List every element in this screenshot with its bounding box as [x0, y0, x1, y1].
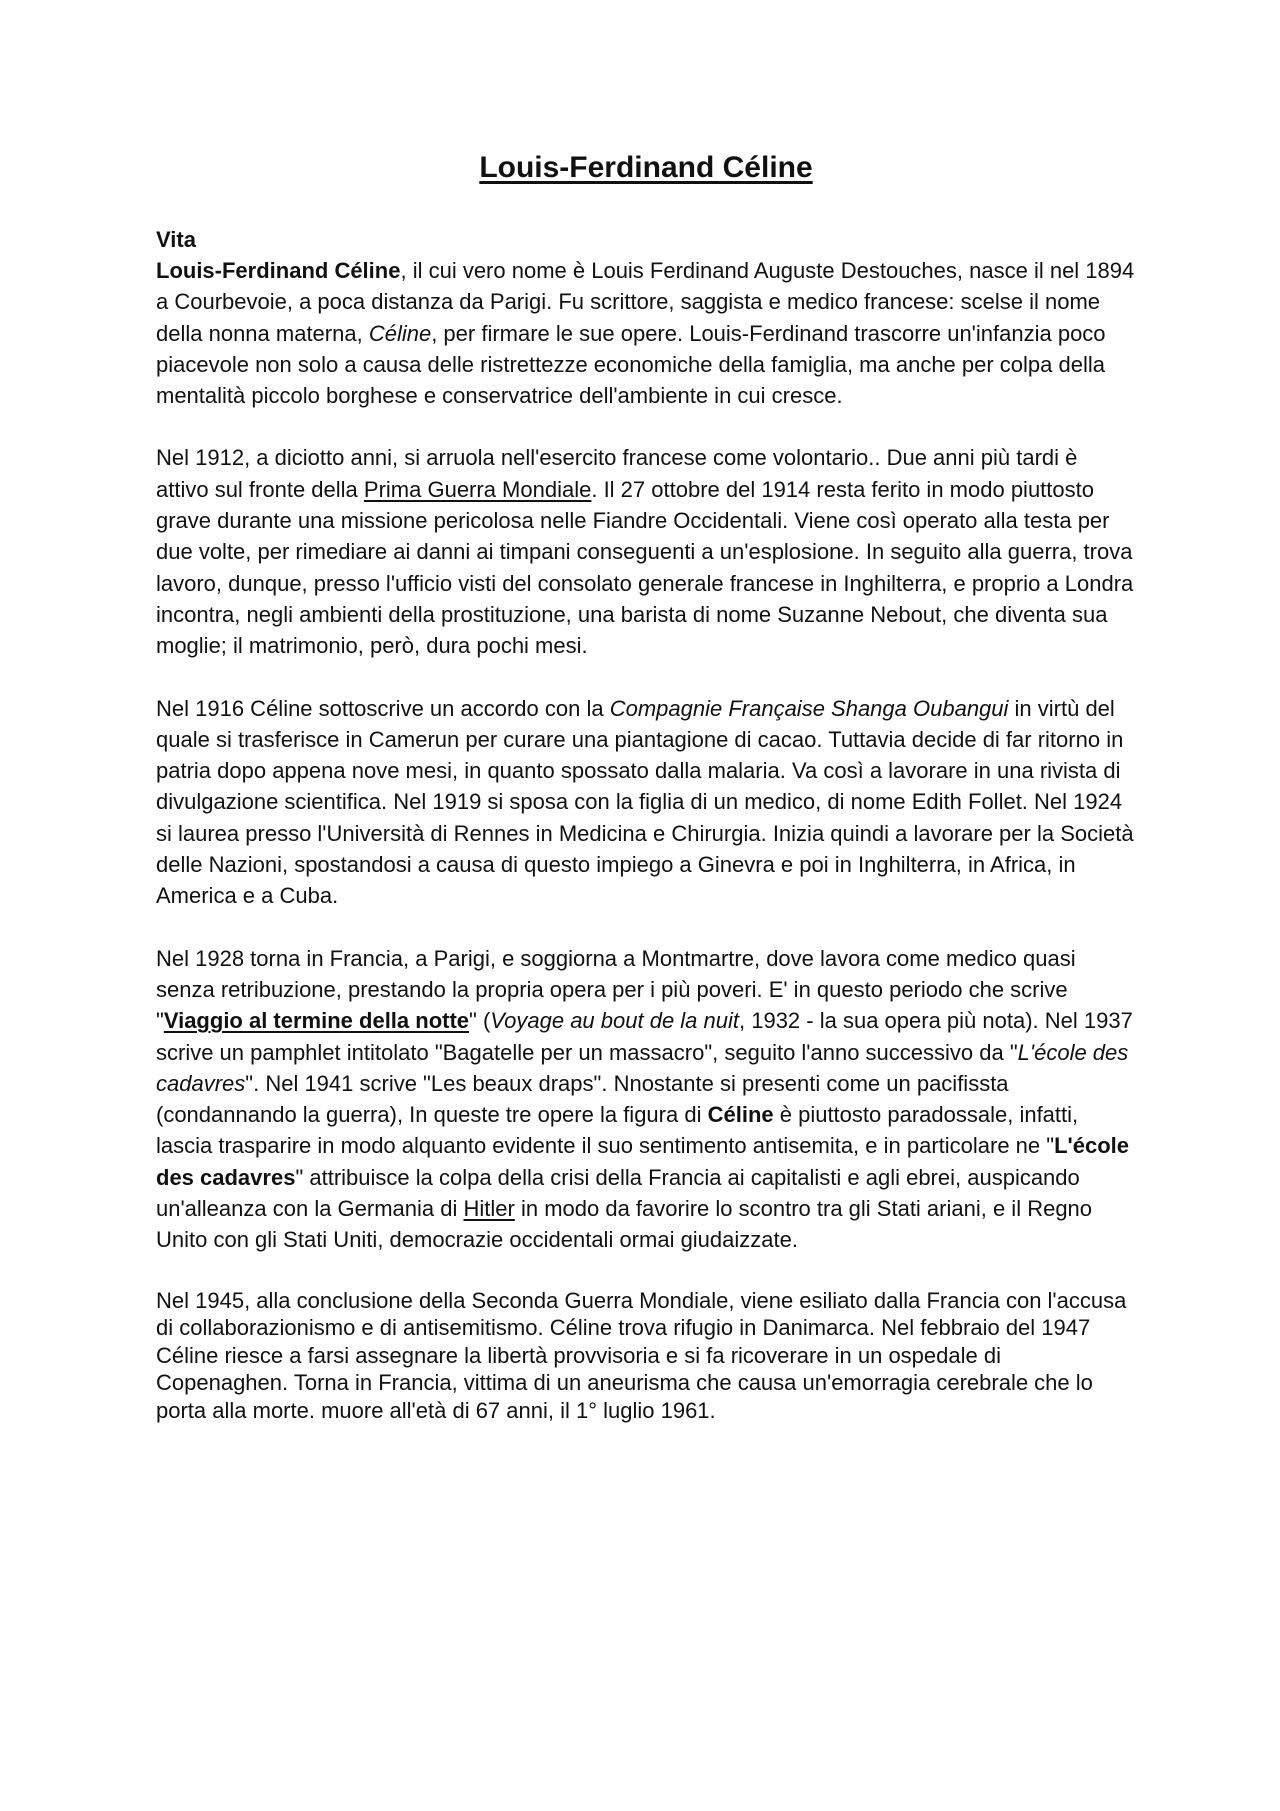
- paragraph-3: [156, 693, 1136, 912]
- text-run: , per firmare le sue opere. Louis-Ferdinand trascorre un'infanzia poco piacevole non solo a causa delle ristrettezze economiche della famiglia, ma anche per colpa della mentalità piccolo borghese e conservatrice dell'ambiente in cui cresce.: [156, 320, 1106, 409]
- text-run: in virtù del quale si trasferisce in Camerun per curare una piantagione di cacao. Tuttavia decide di far ritorno in patria dopo appena nove mesi, in quanto spossato dalla malaria. Va così a lavorare in una rivista di divulgazione scientifica. Nel 1919 si sposa con la figlia di un medico, di nome Edith Follet. Nel 1924 si laurea presso l'Università di Rennes in Medicina e Chirurgia. Inizia quindi a lavorare per la Società delle Nazioni, spostandosi a causa di questo impiego a Ginevra e poi in Inghilterra, in Africa, in America e a Cuba.: [156, 695, 1134, 909]
- bold-name: Céline: [707, 1102, 774, 1128]
- text-run: è piuttosto paradossale, infatti, lascia trasparire in modo alquanto evidente il suo sentimento antisemita, e in particolare ne ": [156, 1102, 1079, 1159]
- text-run: . Il 27 ottobre del 1914 resta ferito in modo piuttosto grave durante una missione pericolosa nelle Fiandre Occidentali. Viene così operato alla testa per due volte, per rimediare ai danni ai timpani conseguenti a un'esplosione. In seguito alla guerra, trova lavoro, dunque, presso l'ufficio visti del consolato generale francese in Inghilterra, e proprio a Londra incontra, negli ambienti della prostituzione, una barista di nome Suzanne Nebout, che diventa sua moglie; il matrimonio, però, dura pochi mesi.: [156, 476, 1134, 659]
- italic-company: Compagnie Française Shanga Oubangui: [609, 695, 1009, 721]
- text-run: , 1932 - la sua opera più nota). Nel 1937 scrive un pamphlet intitolato "Bagatelle per un massacro", seguito l'anno successivo da ": [156, 1008, 1133, 1065]
- italic-title: Voyage au bout de la nuit: [490, 1008, 739, 1034]
- document-title: Louis-Ferdinand Céline: [479, 151, 813, 184]
- text-run: Nel 1912, a diciotto anni, si arruola nell'esercito francese come volontario.. Due anni più tardi è attivo sul fronte della: [156, 445, 1078, 502]
- text-run: Nel 1916 Céline sottoscrive un accordo con la: [156, 695, 610, 721]
- link-prima-guerra-mondiale[interactable]: Prima Guerra Mondiale: [363, 476, 592, 502]
- section-heading-vita: Vita: [156, 227, 196, 252]
- text-run: Nel 1928 torna in Francia, a Parigi, e soggiorna a Montmartre, dove lavora come medico quasi senza retribuzione, prestando la propria opera per i più poveri. E' in questo periodo che scrive ": [156, 945, 1076, 1034]
- italic-name: Céline: [368, 320, 432, 346]
- paragraph-1: [156, 255, 1136, 411]
- paragraph-2: [156, 442, 1136, 661]
- text-run: " (: [469, 1008, 491, 1034]
- text-run: Nel 1945, alla conclusione della Seconda Guerra Mondiale, viene esiliato dalla Francia con l'accusa di collaborazionismo e di antisemitismo. Céline trova rifugio in Danimarca. Nel febbraio del 1947 Céline riesce a farsi assegnare la libertà provvisoria e si fa ricoverare in un ospedale di Copenaghen. Torna in Francia, vittima di un aneurisma che causa un'emorragia cerebrale che lo porta alla morte. muore all'età di 67 anni, il 1° luglio 1961.: [156, 1287, 1127, 1423]
- link-viaggio-al-termine-della-notte[interactable]: Viaggio al termine della notte: [163, 1008, 470, 1034]
- link-hitler[interactable]: Hitler: [463, 1196, 515, 1222]
- text-run: in modo da favorire lo scontro tra gli Stati ariani, e il Regno Unito con gli Stati Uniti, democrazie occidentali ormai giudaizzate.: [156, 1196, 1093, 1253]
- paragraph-5: [156, 1287, 1136, 1425]
- bold-title: L'école des cadavres: [156, 1133, 1130, 1190]
- text-run: ". Nel 1941 scrive "Les beaux draps". Nnostante si presenti come un pacifissta (condannando la guerra), In queste tre opere la figura di: [156, 1070, 1009, 1128]
- bold-name: Louis-Ferdinand Céline: [156, 258, 401, 283]
- italic-title: L'école des cadavres: [156, 1039, 1129, 1096]
- text-run: " attribuisce la colpa della crisi della Francia ai capitalisti e agli ebrei, auspicando un'alleanza con la Germania di: [156, 1164, 1080, 1222]
- text-run: , il cui vero nome è Louis Ferdinand Auguste Destouches, nasce il nel 1894 a Courbevoie, a poca distanza da Parigi. Fu scrittore, saggista e medico francese: scelse il nome della nonna materna,: [156, 258, 1135, 346]
- paragraph-4: [156, 943, 1136, 1256]
- document-page: [156, 150, 1136, 1455]
